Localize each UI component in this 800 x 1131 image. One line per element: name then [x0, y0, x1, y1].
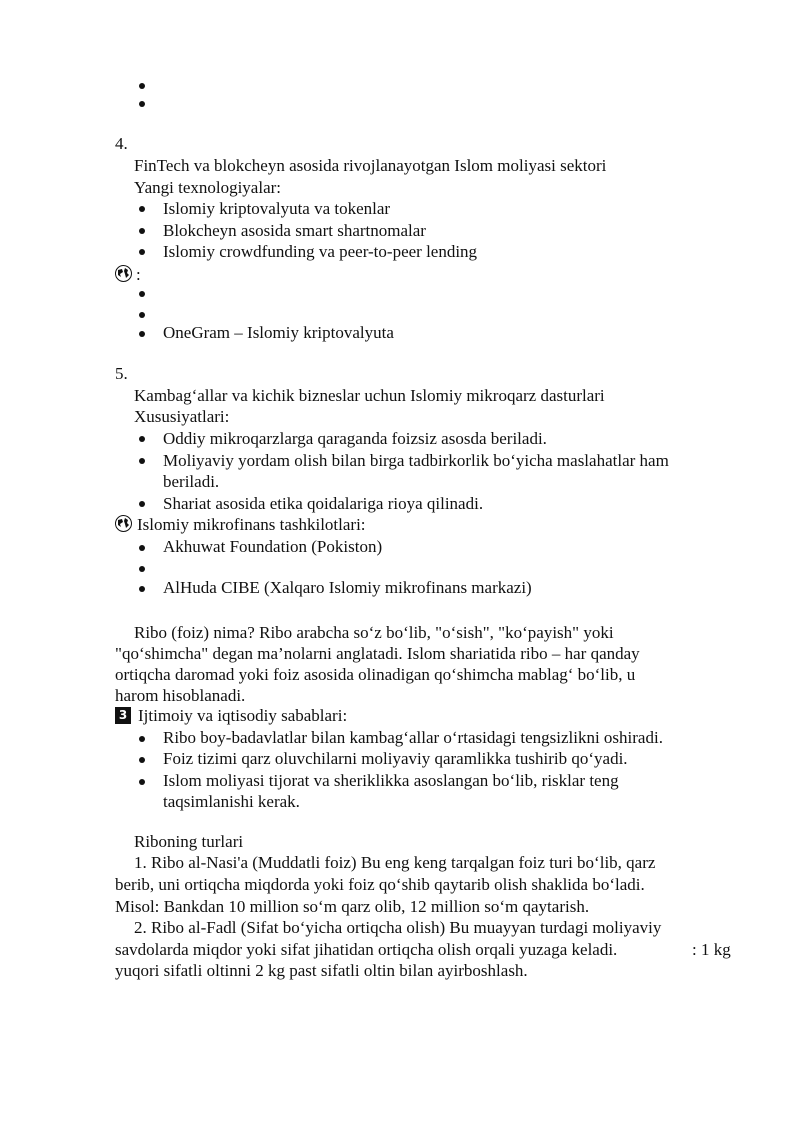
bullet: [139, 83, 145, 89]
list-item: AlHuda CIBE (Xalqaro Islomiy mikrofinans markazi): [163, 578, 532, 597]
bullet: [139, 757, 145, 763]
list-item: Blokcheyn asosida smart shartnomalar: [163, 221, 426, 240]
bullet: [139, 736, 145, 742]
list-item: Islomiy kriptovalyuta va tokenlar: [163, 199, 391, 218]
section-title: FinTech va blokcheyn asosida rivojlanayotgan Islom moliyasi sektori: [134, 156, 607, 175]
types-title: Riboning turlari: [134, 832, 244, 851]
list-item: Moliyaviy yordam olish bilan birga tadbirkorlik bo‘yicha maslahatlar ham: [163, 451, 669, 470]
section-subtitle: Xususiyatlari:: [134, 407, 230, 426]
section-subtitle: Yangi texnologiyalar:: [134, 178, 282, 197]
bullet: [139, 779, 145, 785]
globe-icon: [115, 515, 132, 532]
examples-label: :: [136, 265, 141, 284]
list-item: Islom moliyasi tijorat va sheriklikka asoslangan bo‘lib, risklar teng: [163, 771, 619, 790]
bullet: [139, 228, 145, 234]
bullet: [139, 312, 145, 318]
bullet: [139, 331, 145, 337]
bullet: [139, 501, 145, 507]
list-item: OneGram – Islomiy kriptovalyuta: [163, 323, 394, 342]
bullet: [139, 436, 145, 442]
bullet: [139, 458, 145, 464]
paragraph-line: yuqori sifatli oltinni 2 kg past sifatli oltin bilan ayirboshlash.: [115, 961, 528, 980]
globe-icon: [115, 265, 132, 282]
list-item: Foiz tizimi qarz oluvchilarni moliyaviy qaramlikka tushirib qo‘yadi.: [163, 749, 628, 768]
paragraph-line: "qo‘shimcha" degan ma’nolarni anglatadi. Islom shariatida ribo – har qanday: [115, 644, 640, 663]
bullet: [139, 101, 145, 107]
list-item: Islomiy crowdfunding va peer-to-peer lending: [163, 242, 478, 261]
list-item-continuation: taqsimlanishi kerak.: [163, 792, 300, 811]
example-label: : 1 kg: [692, 940, 731, 959]
paragraph-line: Misol: Bankdan 10 million so‘m qarz olib, 12 million so‘m qaytarish.: [115, 897, 590, 916]
paragraph-line: savdolarda miqdor yoki sifat jihatidan ortiqcha olish orqali yuzaga keladi.: [115, 940, 618, 959]
bullet: [139, 249, 145, 255]
number-three-icon: 3: [115, 707, 131, 724]
list-item: Shariat asosida etika qoidalariga rioya qilinadi.: [163, 494, 484, 513]
section-title: Kambag‘allar va kichik bizneslar uchun Islomiy mikroqarz dasturlari: [134, 386, 605, 405]
list-item: Ribo boy-badavlatlar bilan kambag‘allar o‘rtasidagi tengsizlikni oshiradi.: [163, 728, 663, 747]
paragraph-line: 1. Ribo al-Nasi'a (Muddatli foiz) Bu eng keng tarqalgan foiz turi bo‘lib, qarz: [134, 853, 656, 872]
paragraph-line: berib, uni ortiqcha miqdorda yoki foiz qo‘shib qaytarib olish shaklida bo‘ladi.: [115, 875, 645, 894]
list-item-continuation: beriladi.: [163, 472, 220, 491]
bullet: [139, 545, 145, 551]
reasons-label: Ijtimoiy va iqtisodiy sabablari:: [138, 706, 348, 725]
paragraph-line: harom hisoblanadi.: [115, 686, 246, 705]
bullet: [139, 291, 145, 297]
list-item: Oddiy mikroqarzlarga qaraganda foizsiz asosda beriladi.: [163, 429, 547, 448]
paragraph-line: 2. Ribo al-Fadl (Sifat bo‘yicha ortiqcha olish) Bu muayyan turdagi moliyaviy: [134, 918, 662, 937]
section-number: 5.: [115, 364, 128, 383]
paragraph-line: Ribo (foiz) nima? Ribo arabcha so‘z bo‘lib, "o‘sish", "ko‘payish" yoki: [134, 623, 614, 642]
section-number: 4.: [115, 134, 128, 153]
orgs-label: Islomiy mikrofinans tashkilotlari:: [137, 515, 366, 534]
paragraph-line: ortiqcha daromad yoki foiz asosida olinadigan qo‘shimcha mablag‘ bo‘lib, u: [115, 665, 636, 684]
list-item: Akhuwat Foundation (Pokiston): [163, 537, 383, 556]
bullet: [139, 206, 145, 212]
bullet: [139, 586, 145, 592]
bullet: [139, 566, 145, 572]
